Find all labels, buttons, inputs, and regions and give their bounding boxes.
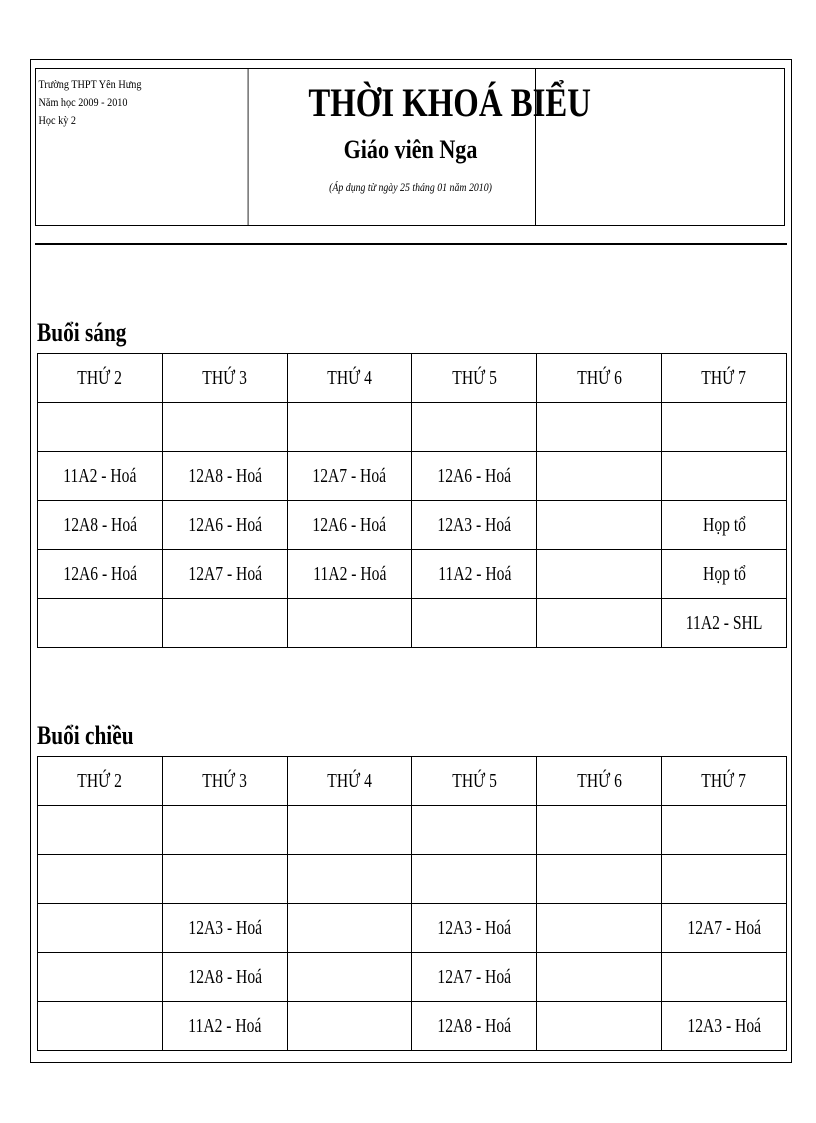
timetable-cell: 12A8 - Hoá — [38, 501, 163, 550]
timetable-cell — [412, 403, 537, 452]
applied-date: (Áp dụng từ ngày 25 tháng 01 năm 2010) — [329, 180, 492, 194]
table-row — [38, 599, 787, 648]
timetable-cell — [287, 953, 412, 1002]
timetable-cell — [662, 403, 787, 452]
header-row — [38, 354, 787, 403]
timetable-cell — [287, 599, 412, 648]
divider — [35, 243, 787, 245]
timetable-cell — [537, 599, 662, 648]
day-header: THỨ 5 — [412, 354, 537, 403]
timetable-cell: 11A2 - Hoá — [287, 550, 412, 599]
timetable-cell — [662, 855, 787, 904]
timetable-cell: 11A2 - Hoá — [412, 550, 537, 599]
timetable-cell: 12A7 - Hoá — [662, 904, 787, 953]
day-header: THỨ 4 — [287, 354, 412, 403]
timetable-cell: 11A2 - Hoá — [38, 452, 163, 501]
timetable-cell: 12A6 - Hoá — [38, 550, 163, 599]
timetable-cell: 12A3 - Hoá — [662, 1002, 787, 1051]
table-row — [38, 904, 787, 953]
timetable-cell: 12A3 - Hoá — [412, 501, 537, 550]
timetable-cell — [662, 806, 787, 855]
timetable-cell: 12A8 - Hoá — [412, 1002, 537, 1051]
day-header: THỨ 4 — [287, 757, 412, 806]
timetable-cell — [537, 403, 662, 452]
morning-section-title: Buổi sáng — [37, 318, 127, 347]
timetable-cell — [38, 953, 163, 1002]
timetable-cell — [412, 599, 537, 648]
timetable-cell — [537, 550, 662, 599]
table-row — [38, 452, 787, 501]
timetable-cell: 12A6 - Hoá — [287, 501, 412, 550]
school-year: Năm học 2009 - 2010 — [38, 95, 128, 109]
timetable-cell — [537, 855, 662, 904]
table-row — [38, 953, 787, 1002]
document-header — [35, 68, 785, 226]
timetable-cell: Họp tổ — [662, 550, 787, 599]
semester: Học kỳ 2 — [38, 113, 76, 127]
timetable-cell — [38, 599, 163, 648]
timetable-cell — [38, 806, 163, 855]
timetable-cell: 12A3 - Hoá — [412, 904, 537, 953]
day-header: THỨ 7 — [662, 354, 787, 403]
timetable-cell — [537, 1002, 662, 1051]
table-row — [38, 806, 787, 855]
timetable-cell — [38, 904, 163, 953]
timetable-cell — [287, 1002, 412, 1051]
timetable-cell — [537, 452, 662, 501]
teacher-name: Giáo viên Nga — [343, 135, 478, 164]
timetable-cell: 12A6 - Hoá — [412, 452, 537, 501]
timetable-cell — [287, 806, 412, 855]
school-name: Trường THPT Yên Hưng — [38, 77, 142, 91]
timetable-cell — [287, 403, 412, 452]
timetable-cell: Họp tổ — [662, 501, 787, 550]
afternoon-section-title: Buổi chiều — [37, 721, 134, 750]
table-row — [38, 403, 787, 452]
timetable-cell — [38, 1002, 163, 1051]
header-row — [38, 757, 787, 806]
day-header: THỨ 6 — [537, 757, 662, 806]
timetable-cell — [662, 452, 787, 501]
table-row — [38, 501, 787, 550]
timetable-cell — [38, 855, 163, 904]
timetable-cell — [537, 806, 662, 855]
table-row — [38, 855, 787, 904]
timetable-cell: 11A2 - SHL — [662, 599, 787, 648]
timetable-cell — [287, 855, 412, 904]
day-header: THỨ 2 — [38, 354, 163, 403]
title-block — [286, 69, 591, 225]
day-header: THỨ 5 — [412, 757, 537, 806]
day-header: THỨ 7 — [662, 757, 787, 806]
timetable-cell — [162, 806, 287, 855]
afternoon-timetable — [37, 756, 787, 1051]
timetable-cell: 12A8 - Hoá — [162, 953, 287, 1002]
table-row — [38, 550, 787, 599]
timetable-cell: 12A3 - Hoá — [162, 904, 287, 953]
timetable-cell — [162, 599, 287, 648]
timetable-cell — [537, 904, 662, 953]
timetable-cell — [412, 806, 537, 855]
document-title: THỜI KHOÁ BIỂU — [308, 80, 591, 125]
timetable-cell — [412, 855, 537, 904]
timetable-cell — [662, 953, 787, 1002]
timetable-cell: 12A8 - Hoá — [162, 452, 287, 501]
table-row — [38, 1002, 787, 1051]
school-info — [36, 69, 249, 225]
timetable-cell — [287, 904, 412, 953]
day-header: THỨ 6 — [537, 354, 662, 403]
timetable-cell — [537, 953, 662, 1002]
morning-timetable — [37, 353, 787, 648]
timetable-cell — [38, 403, 163, 452]
timetable-cell — [162, 403, 287, 452]
day-header: THỨ 3 — [162, 354, 287, 403]
timetable-cell — [537, 501, 662, 550]
timetable-cell: 12A7 - Hoá — [162, 550, 287, 599]
timetable-cell — [162, 855, 287, 904]
timetable-cell: 12A7 - Hoá — [287, 452, 412, 501]
timetable-cell: 12A7 - Hoá — [412, 953, 537, 1002]
timetable-cell: 12A6 - Hoá — [162, 501, 287, 550]
day-header: THỨ 3 — [162, 757, 287, 806]
timetable-cell: 11A2 - Hoá — [162, 1002, 287, 1051]
day-header: THỨ 2 — [38, 757, 163, 806]
